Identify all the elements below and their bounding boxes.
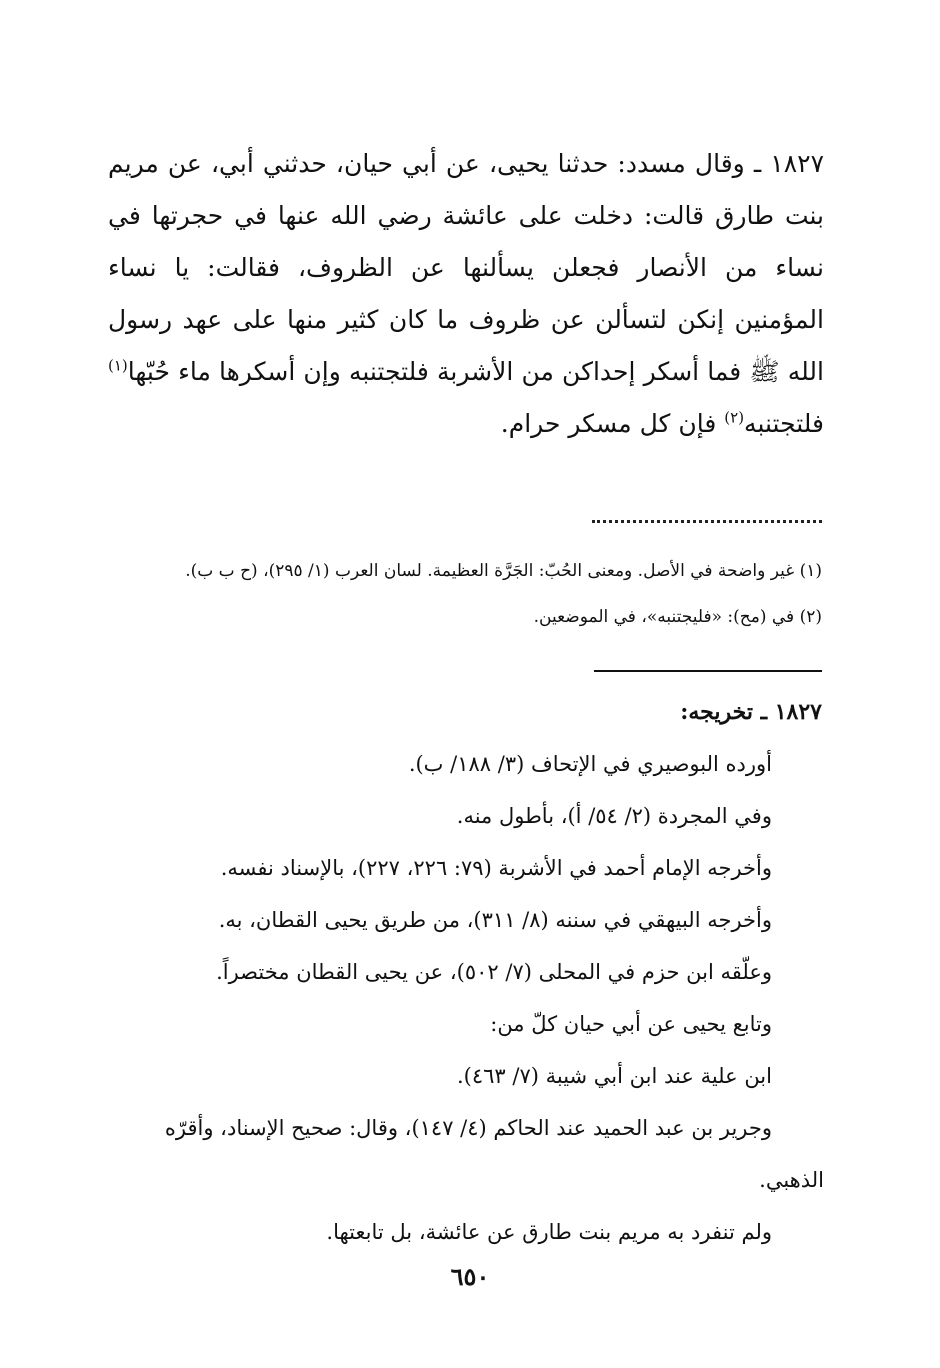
footnote-2 (110, 594, 822, 640)
takhrij-line: ابن علية عند ابن أبي شيبة (٧/ ٤٦٣). (456, 1064, 772, 1088)
hadith-dash: ـ (753, 149, 762, 178)
footnote-text: غير واضحة في الأصل. ومعنى الحُبّ: الجَرَّة العظيمة. لسان العرب (١/ ٢٩٥)، (ح ب ب). (185, 561, 795, 581)
footnote-1 (110, 548, 822, 594)
hadith-body-part1: وقال مسدد: حدثنا يحيى، عن أبي حيان، حدثني أبي، عن مريم بنت طارق قالت: دخلت على عائشة رضي الله عنها في حجرتها في نساء من الأنصار فجعلن يسألنها عن الظروف، فقالت: يا نساء المؤمنين إنكن لتسألن عن ظروف ما كان كثير منها على عهد رسول الله ﷺ فما أسكر إحداكن من الأشربة فلتجتنبه وإن أسكرها ماء حُبّها (108, 149, 824, 386)
page-number: ٦٥٠ (450, 1262, 490, 1291)
takhrij-line: وعلّقه ابن حزم في المحلى (٧/ ٥٠٢)، عن يحيى القطان مختصراً. (216, 960, 772, 984)
takhrij-line: وتابع يحيى عن أبي حيان كلّ من: (490, 1012, 772, 1036)
hadith-number: ١٨٢٧ (770, 149, 825, 178)
takhrij-line: الذهبي. (759, 1168, 824, 1192)
footnote-marker: (١) (799, 561, 822, 581)
takhrij-line: وأخرجه الإمام أحمد في الأشربة (٧٩: ٢٢٦، ٢٢٧)، بالإسناد نفسه. (220, 856, 772, 880)
takhrij-line: ولم تنفرد به مريم بنت طارق عن عائشة، بل تابعتها. (326, 1220, 772, 1244)
footnote-ref-2: (٢) (724, 408, 745, 427)
takhrij-heading: ١٨٢٧ ـ تخريجه: (680, 699, 822, 725)
footnote-separator (592, 520, 822, 531)
hadith-body-part3: فإن كل مسكر حرام. (500, 409, 717, 438)
takhrij-line: وأخرجه البيهقي في سننه (٨/ ٣١١)، من طريق يحيى القطان، به. (218, 908, 772, 932)
footnote-marker: (٢) (799, 607, 822, 627)
section-rule (594, 670, 822, 672)
footnote-ref-1: (١) (108, 356, 128, 375)
footnotes (110, 548, 822, 640)
footnote-text: في (مح): «فليجتنبه»، في الموضعين. (533, 607, 795, 627)
takhrij-line: وجرير بن عبد الحميد عند الحاكم (٤/ ١٤٧)، وقال: صحيح الإسناد، وأقرّه (164, 1116, 772, 1140)
takhrij-body (108, 738, 824, 1258)
takhrij-line: وفي المجردة (٢/ ٥٤/ أ)، بأطول منه. (456, 804, 772, 828)
hadith-body-part2: فلتجتنبه (744, 409, 824, 438)
hadith-text (108, 138, 824, 450)
takhrij-line: أورده البوصيري في الإتحاف (٣/ ١٨٨/ ب). (408, 752, 772, 776)
